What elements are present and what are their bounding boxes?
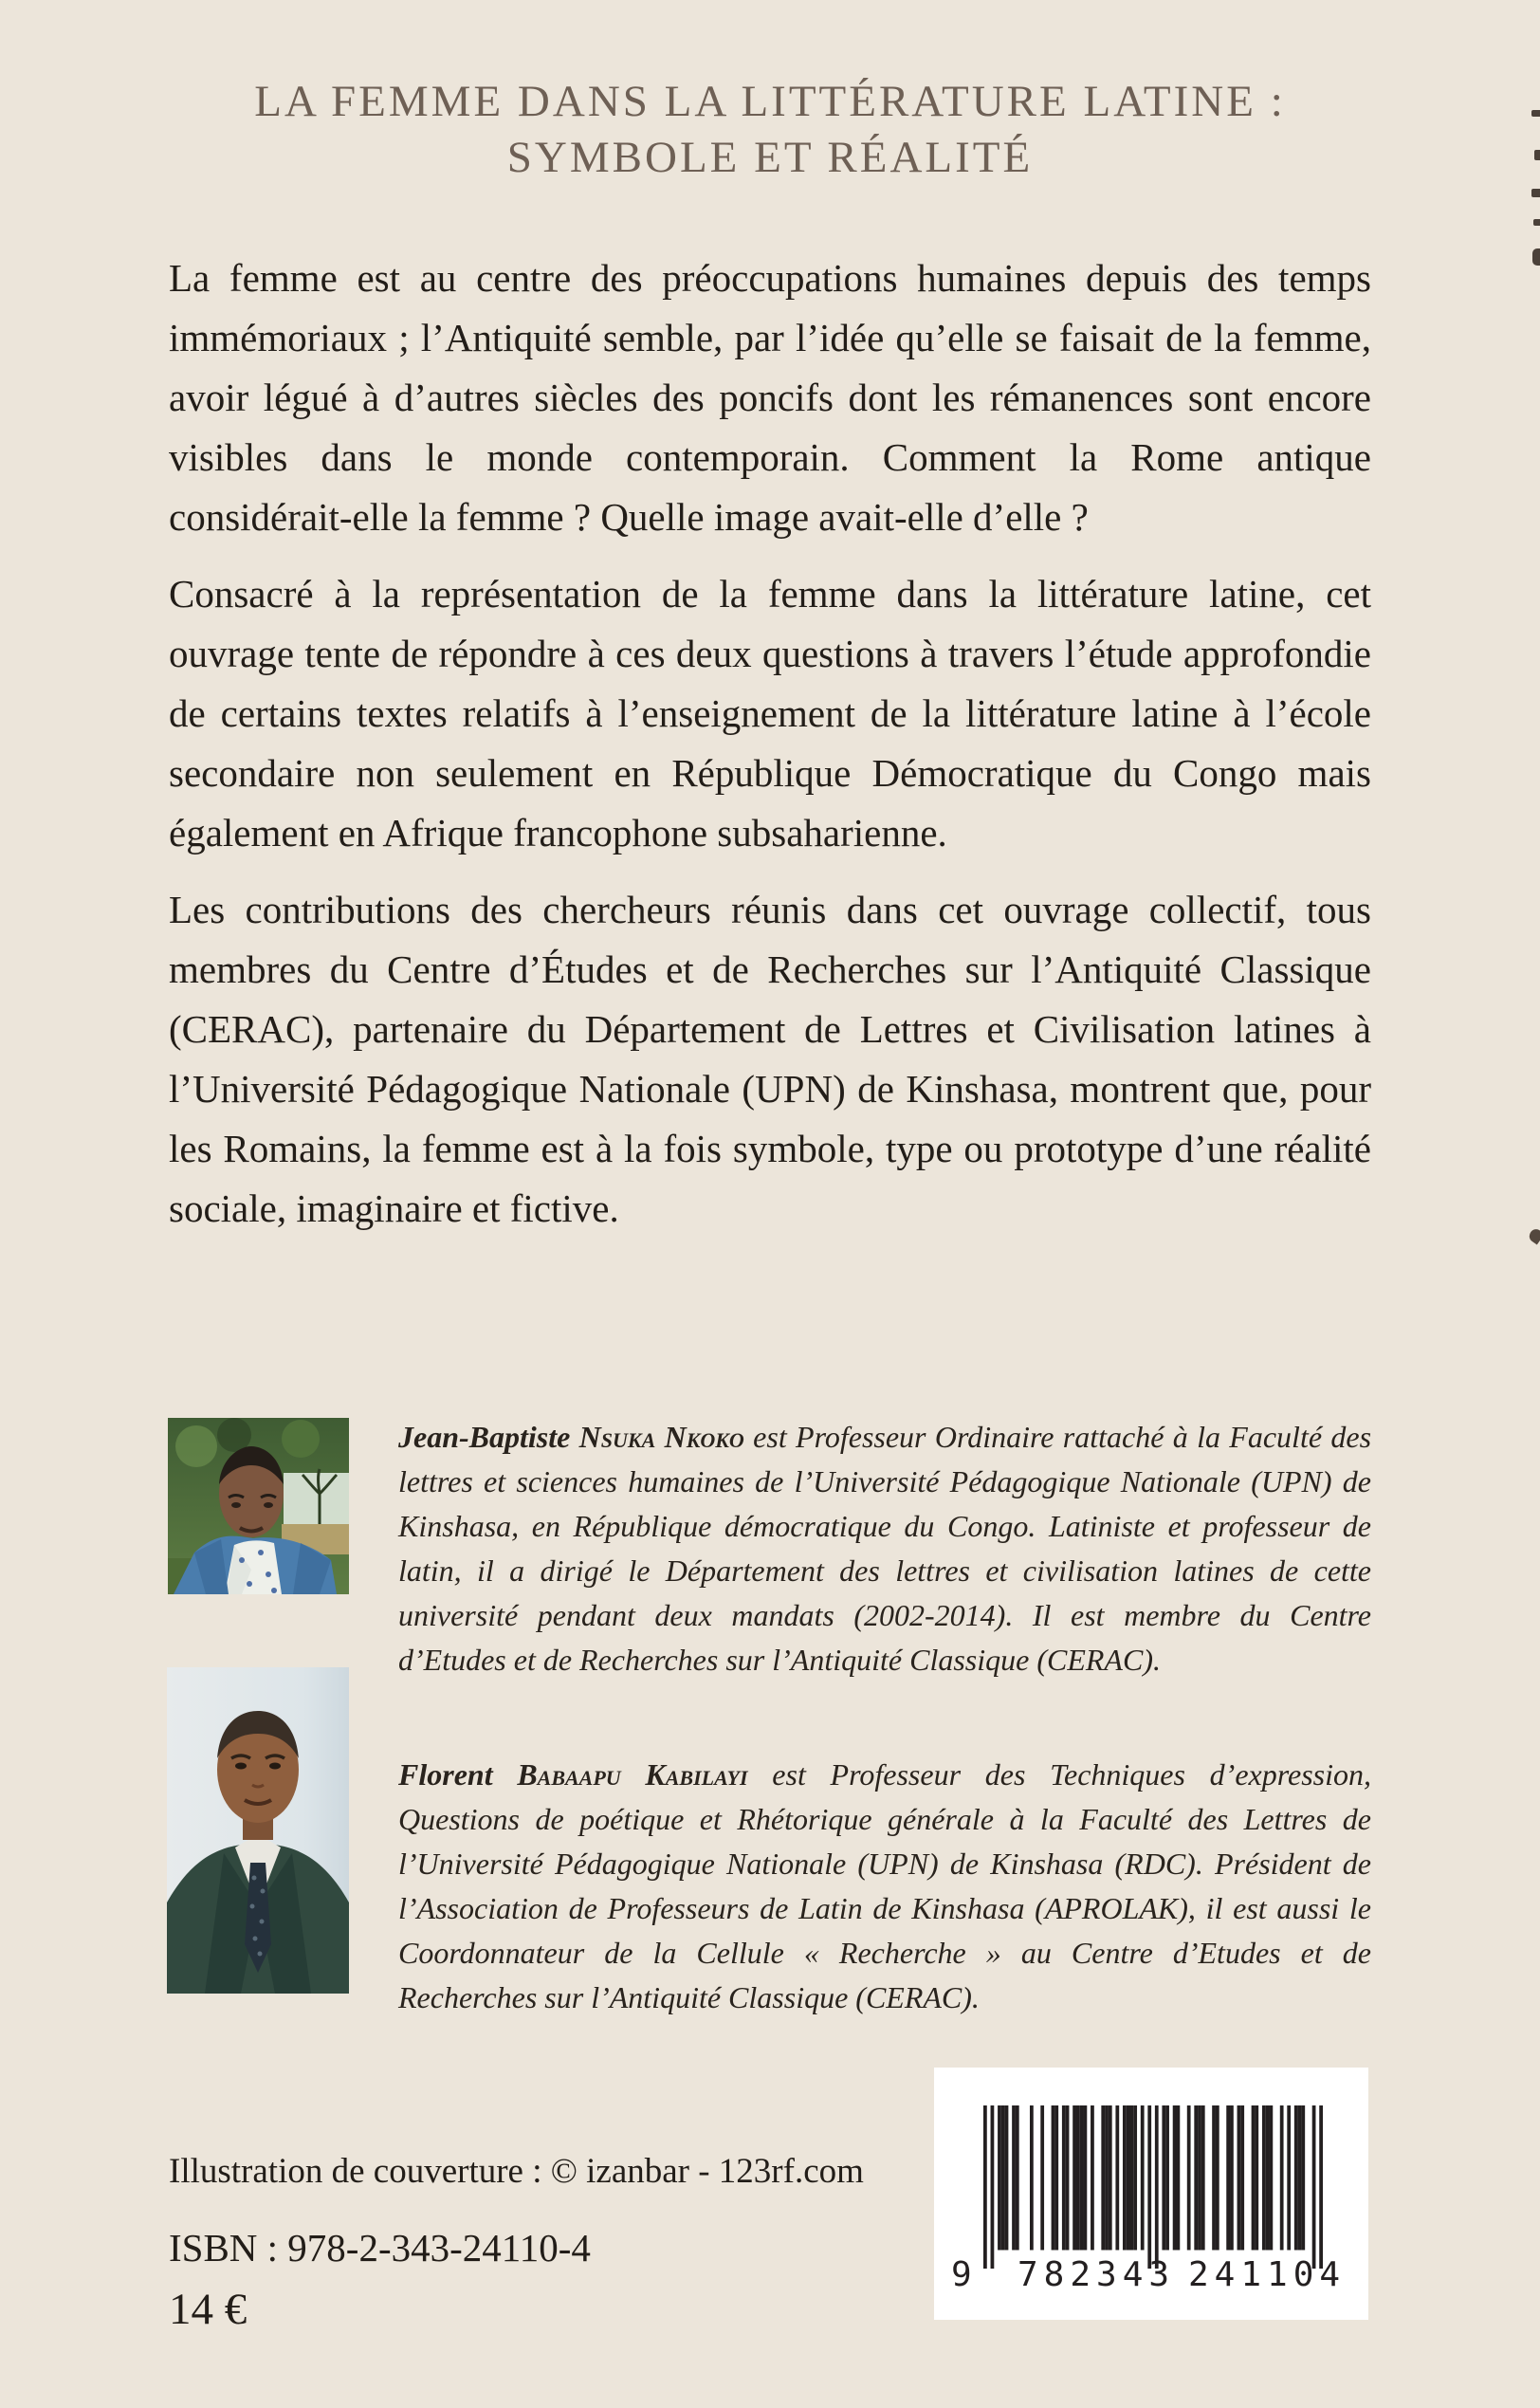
author-photo-babaapu-kabilayi	[167, 1667, 349, 1994]
barcode-bars	[983, 2105, 1323, 2269]
barcode-digit-left: 9	[951, 2255, 972, 2294]
price: 14 €	[169, 2285, 248, 2334]
spine-letter-fragment	[1531, 110, 1540, 117]
author-bio-nsuka-nkoko	[398, 1415, 1371, 1682]
barcode-digits	[934, 2255, 1368, 2305]
spine-letter-fragment	[1531, 189, 1540, 197]
barcode-digit-group-2: 241104	[1188, 2255, 1347, 2294]
spine-letter-fragment	[1527, 1227, 1540, 1245]
back-cover-blurb	[169, 248, 1371, 1256]
spine-letter-fragment	[1532, 248, 1540, 266]
author-photo-nsuka-nkoko	[168, 1418, 349, 1594]
barcode-digit-group-1: 782343	[1018, 2255, 1176, 2294]
isbn-number: ISBN : 978-2-343-24110-4	[169, 2226, 591, 2270]
book-title-line2: SYMBOLE ET RÉALITÉ	[506, 133, 1034, 182]
author-name-nsuka-nkoko: Jean-Baptiste Nsuka Nkoko	[398, 1420, 744, 1454]
blurb-paragraph-2: Consacré à la représentation de la femme dans la littérature latine, cet ouvrage tente de répondre à ces deux questions à travers l’étude approfondie de certains textes relatifs à l’enseignement de la littérature latine à l’école secondaire non seulement en République Démocratique du Congo mais également en Afrique francophone subsaharienne.	[169, 572, 1371, 855]
author-bio-text-2: est Professeur des Techniques d’expression, Questions de poétique et Rhétorique générale à la Faculté des Lettres de l’Université Pédagogique Nationale (UPN) de Kinshasa (RDC). Président de l’Association de Professeurs de Latin de Kinshasa (APROLAK), il est aussi le Coordonnateur de la Cellule « Recherche » au Centre d’Etudes et de Recherches sur l’Antiquité Classique (CERAC).	[398, 1757, 1372, 2014]
ean13-barcode	[934, 2068, 1368, 2320]
book-title-line1: LA FEMME DANS LA LITTÉRATURE LATINE :	[254, 77, 1286, 126]
blurb-paragraph-1: La femme est au centre des préoccupations humaines depuis des temps immémoriaux ; l’Antiquité semble, par l’idée qu’elle se faisait de la femme, avoir légué à d’autres siècles des poncifs dont les rémanences sont encore visibles dans le monde contemporain. Comment la Rome antique considérait-elle la femme ? Quelle image avait-elle d’elle ?	[169, 256, 1371, 539]
blurb-paragraph-3: Les contributions des chercheurs réunis dans cet ouvrage collectif, tous membres du Centre d’Études et de Recherches sur l’Antiquité Classique (CERAC), partenaire du Département de Lettres et Civilisation latines à l’Université Pédagogique Nationale (UPN) de Kinshasa, montrent que, pour les Romains, la femme est à la fois symbole, type ou prototype d’une réalité sociale, imaginaire et fictive.	[169, 888, 1371, 1230]
book-title	[169, 74, 1371, 186]
cover-illustration-credit: Illustration de couverture : © izanbar - 123rf.com	[169, 2152, 864, 2191]
author-name-babaapu-kabilayi: Florent Babaapu Kabilayi	[398, 1757, 748, 1792]
spine-letter-fragment	[1533, 219, 1540, 226]
author-bio-babaapu-kabilayi	[398, 1753, 1371, 2020]
spine-letter-fragment	[1534, 150, 1540, 160]
author-bio-text-1: est Professeur Ordinaire rattaché à la Faculté des lettres et sciences humaines de l’Université Pédagogique Nationale (UPN) de Kinshasa, en République démocratique du Congo. Latiniste et professeur de latin, il a dirigé le Département des lettres et civilisation latines de cette université pendant deux mandats (2002-2014). Il est membre du Centre d’Etudes et de Recherches sur l’Antiquité Classique (CERAC).	[398, 1420, 1372, 1677]
